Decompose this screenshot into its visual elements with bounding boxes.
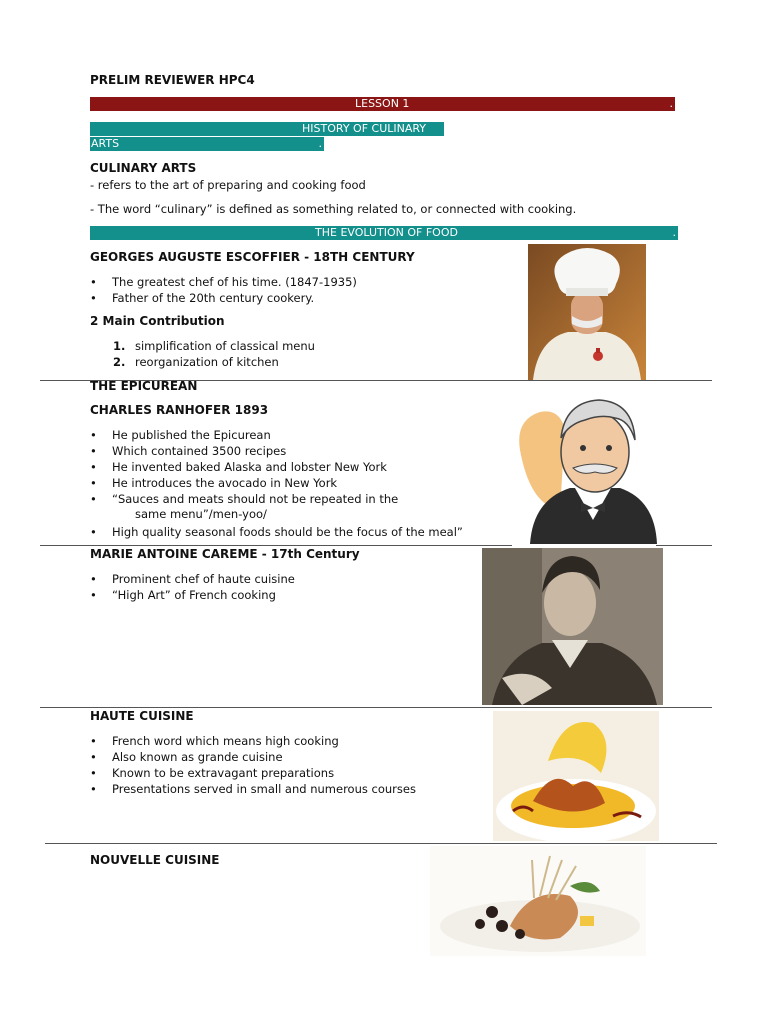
list-item: • High quality seasonal foods should be the focus of the meal” <box>90 524 463 540</box>
lesson-banner <box>90 97 675 111</box>
careme-heading: MARIE ANTOINE CAREME - 17th Century <box>90 547 360 561</box>
list-item: • He invented baked Alaska and lobster New York <box>90 459 398 475</box>
history-label-1: HISTORY OF CULINARY <box>302 122 427 135</box>
culinary-arts-heading: CULINARY ARTS <box>90 161 197 175</box>
ranhofer-illustration <box>515 390 660 544</box>
history-banner-line1 <box>90 122 444 136</box>
section-divider <box>40 545 512 546</box>
history-label-2: ARTS <box>91 137 120 150</box>
list-item: • Presentations served in small and numerous courses <box>90 781 416 797</box>
careme-bullets <box>90 571 295 603</box>
evolution-banner <box>90 226 678 240</box>
contribution-heading: 2 Main Contribution <box>90 314 225 328</box>
nouvelle-cuisine-dish-photo <box>430 846 646 956</box>
banner-dot: . <box>318 137 322 150</box>
quote-continuation: same menu”/men-yoo/ <box>135 507 267 521</box>
epicurean-heading: THE EPICUREAN <box>90 379 198 393</box>
list-item: 2. reorganization of kitchen <box>113 355 279 369</box>
evolution-label: THE EVOLUTION OF FOOD <box>315 226 458 239</box>
ranhofer-heading: CHARLES RANHOFER 1893 <box>90 403 269 417</box>
section-divider <box>40 707 712 708</box>
contribution-list <box>113 338 315 370</box>
escoffier-heading: GEORGES AUGUSTE ESCOFFIER - 18TH CENTURY <box>90 250 415 264</box>
list-item: • “Sauces and meats should not be repeated in the <box>90 491 398 507</box>
careme-portrait <box>482 548 663 705</box>
list-item: • Which contained 3500 recipes <box>90 443 398 459</box>
banner-dot: . <box>669 97 673 110</box>
banner-dot: . <box>672 226 676 239</box>
section-divider <box>656 545 712 546</box>
haute-cuisine-heading: HAUTE CUISINE <box>90 709 194 723</box>
culinary-word-definition: - The word “culinary” is defined as something related to, or connected with cooking. <box>90 202 577 216</box>
list-item: • “High Art” of French cooking <box>90 587 295 603</box>
section-divider <box>45 843 717 844</box>
list-item: • The greatest chef of his time. (1847-1935) <box>90 274 357 290</box>
epicurean-last-bullet <box>90 524 463 540</box>
list-item: • Known to be extravagant preparations <box>90 765 416 781</box>
list-item: 1. simplification of classical menu <box>113 339 315 353</box>
escoffier-portrait <box>528 244 646 380</box>
list-item: • French word which means high cooking <box>90 733 416 749</box>
escoffier-bullets <box>90 274 357 306</box>
list-item: • He published the Epicurean <box>90 427 398 443</box>
lesson-label: LESSON 1 <box>355 97 410 110</box>
document-title: PRELIM REVIEWER HPC4 <box>90 73 255 87</box>
list-item: • He introduces the avocado in New York <box>90 475 398 491</box>
haute-cuisine-dish-photo <box>493 711 659 841</box>
list-item: • Also known as grande cuisine <box>90 749 416 765</box>
list-item: • Prominent chef of haute cuisine <box>90 571 295 587</box>
haute-bullets <box>90 733 416 797</box>
epicurean-bullets <box>90 427 398 507</box>
culinary-definition: - refers to the art of preparing and cooking food <box>90 178 366 192</box>
nouvelle-cuisine-heading: NOUVELLE CUISINE <box>90 853 220 867</box>
history-banner-line2 <box>90 137 324 151</box>
list-item: • Father of the 20th century cookery. <box>90 290 357 306</box>
